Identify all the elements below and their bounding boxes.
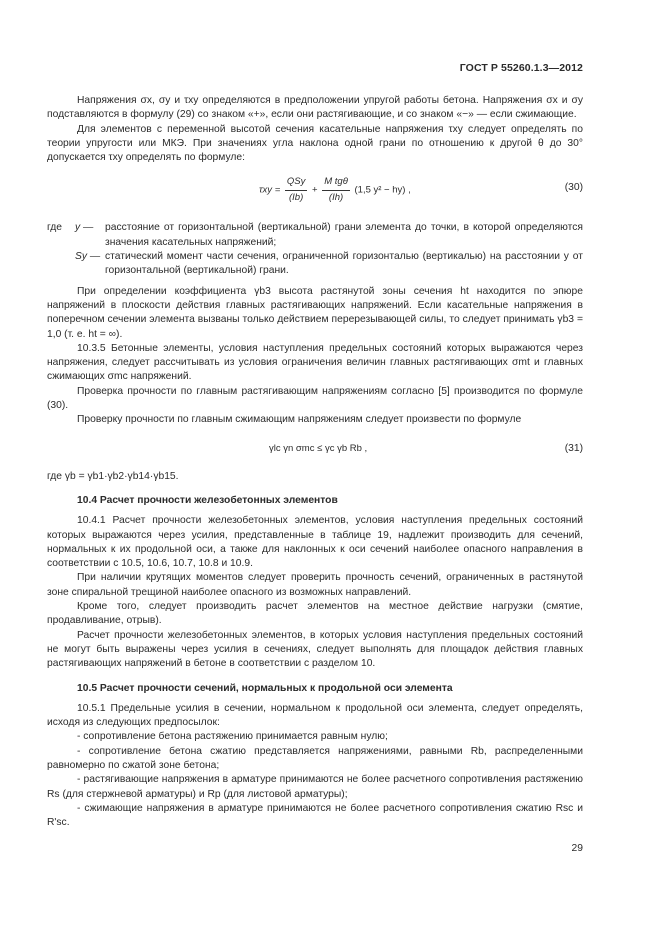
paragraph: Расчет прочности железобетонных элементов, в которых условия наступления предельных состояний не могут быть выражены через усилия в сечениях, следует выполнять для площадок действия главных растягивающих напряжений в бетоне в соответствии с разделом 10.	[47, 629, 583, 670]
list-item: - сопротивление бетона сжатию представляется напряжениями, равными Rb, распределенными равномерно по сжатой зоне бетона;	[47, 745, 583, 771]
page-content	[47, 94, 583, 830]
fraction-numerator: QSy	[285, 175, 307, 190]
fraction	[285, 175, 307, 205]
fraction-numerator: M tgθ	[322, 175, 350, 190]
paragraph: Проверка прочности по главным растягивающим напряжениям согласно [5] производится по формуле (30).	[47, 385, 583, 412]
where-label: где	[47, 222, 63, 234]
plus-sign: +	[312, 184, 318, 196]
formula-number: (30)	[564, 182, 583, 194]
paragraph: При определении коэффициента γb3 высота растянутой зоны сечения ht находится по эпюре напряжений в плоскости действия главных растягивающих напряжений. Если касательные напряжения в поперечном сечении элемента вызваны только действием перерезывающей силы, то следует принимать γb3 = 1,0 (т. е. ht = ∞).	[47, 285, 583, 340]
paragraph: Напряжения σx, σy и τxy определяются в предположении упругой работы бетона. Напряжения σx и σy подставляются в формулу (29) со знаком «+», если они растягивающие, и со знаком «−» — если сжимающие.	[47, 95, 583, 121]
section-heading: 10.4 Расчет прочности железобетонных элементов	[77, 494, 338, 506]
formula-where: где γb = γb1·γb2·γb14·γb15.	[47, 470, 179, 482]
definitions-list	[47, 221, 583, 278]
definition-row	[47, 250, 583, 279]
list-item: - сжимающие напряжения в арматуре принимаются не более расчетного сопротивления сжатию Rsc и R'sc.	[47, 802, 583, 829]
document-code-header: ГОСТ Р 55260.1.3—2012	[459, 62, 583, 74]
definition-text: статический момент части сечения, ограниченной горизонталью (вертикалью) на расстоянии y от горизонтальной (вертикальной) грани.	[105, 251, 583, 277]
list-item: - сопротивление бетона растяжению принимается равным нулю;	[77, 731, 388, 743]
definition-row	[47, 221, 583, 250]
fraction	[322, 175, 350, 205]
section-heading: 10.5 Расчет прочности сечений, нормальных к продольной оси элемента	[77, 682, 453, 694]
formula-30-expression	[259, 175, 411, 205]
paragraph: Кроме того, следует производить расчет элементов на местное действие нагрузки (смятие, продавливание, отрыв).	[47, 601, 583, 627]
paragraph: Для элементов с переменной высотой сечения касательные напряжения τxy следует определять по теории упругости или МКЭ. При значениях угла наклона одной грани по отношению к другой θ до 30° допускается τxy определять по формуле:	[47, 123, 583, 164]
definition-symbol: y —	[75, 222, 94, 234]
formula-tail: (1,5 y² − hy) ,	[354, 184, 411, 196]
definition-text: расстояние от горизонтальной (вертикальной) грани элемента до точки, в которой определяются значения касательных напряжений;	[105, 222, 583, 248]
fraction-denominator: (Ih)	[328, 191, 344, 203]
fraction-denominator: (Ib)	[289, 191, 304, 203]
paragraph: 10.5.1 Предельные усилия в сечении, нормальном к продольной оси элемента, следует определять, исходя из следующих предпосылок:	[47, 702, 583, 729]
definition-symbol: Sy —	[75, 251, 101, 263]
list-item: - растягивающие напряжения в арматуре принимаются не более расчетного сопротивления растяжению Rs (для стержневой арматуры) и Rp (для листовой арматуры);	[47, 774, 583, 800]
formula-31	[47, 436, 583, 466]
paragraph: 10.3.5 Бетонные элементы, условия наступления предельных состояний которых выражаются через напряжения, следует рассчитывать из условия ограничения величин главных растягивающих σmt и главных сжимающих σmc напряжений.	[47, 342, 583, 383]
paragraph: Проверку прочности по главным сжимающим напряжениям следует произвести по формуле	[77, 414, 522, 426]
formula-31-expression: γlc γn σmc ≤ γc γb Rb ,	[269, 442, 368, 454]
formula-number: (31)	[564, 442, 583, 454]
paragraph: При наличии крутящих моментов следует проверить прочность сечений, ограниченных в растянутой зоне спиральной трещиной наиболее опасного из возможных направлений.	[47, 572, 583, 598]
formula-lhs: τxy =	[259, 184, 281, 196]
formula-30	[47, 171, 583, 213]
paragraph: 10.4.1 Расчет прочности железобетонных элементов, условия наступления предельных состояний которых выражаются через усилия, представленные в таблице 19, надлежит производить для сечений, нормальных к их продольной оси, а также для наклонных к оси сечений наиболее опасного направления в соответствии с 10.5, 10.6, 10.7, 10.8 и 10.9.	[47, 515, 583, 570]
page-number: 29	[571, 843, 583, 854]
